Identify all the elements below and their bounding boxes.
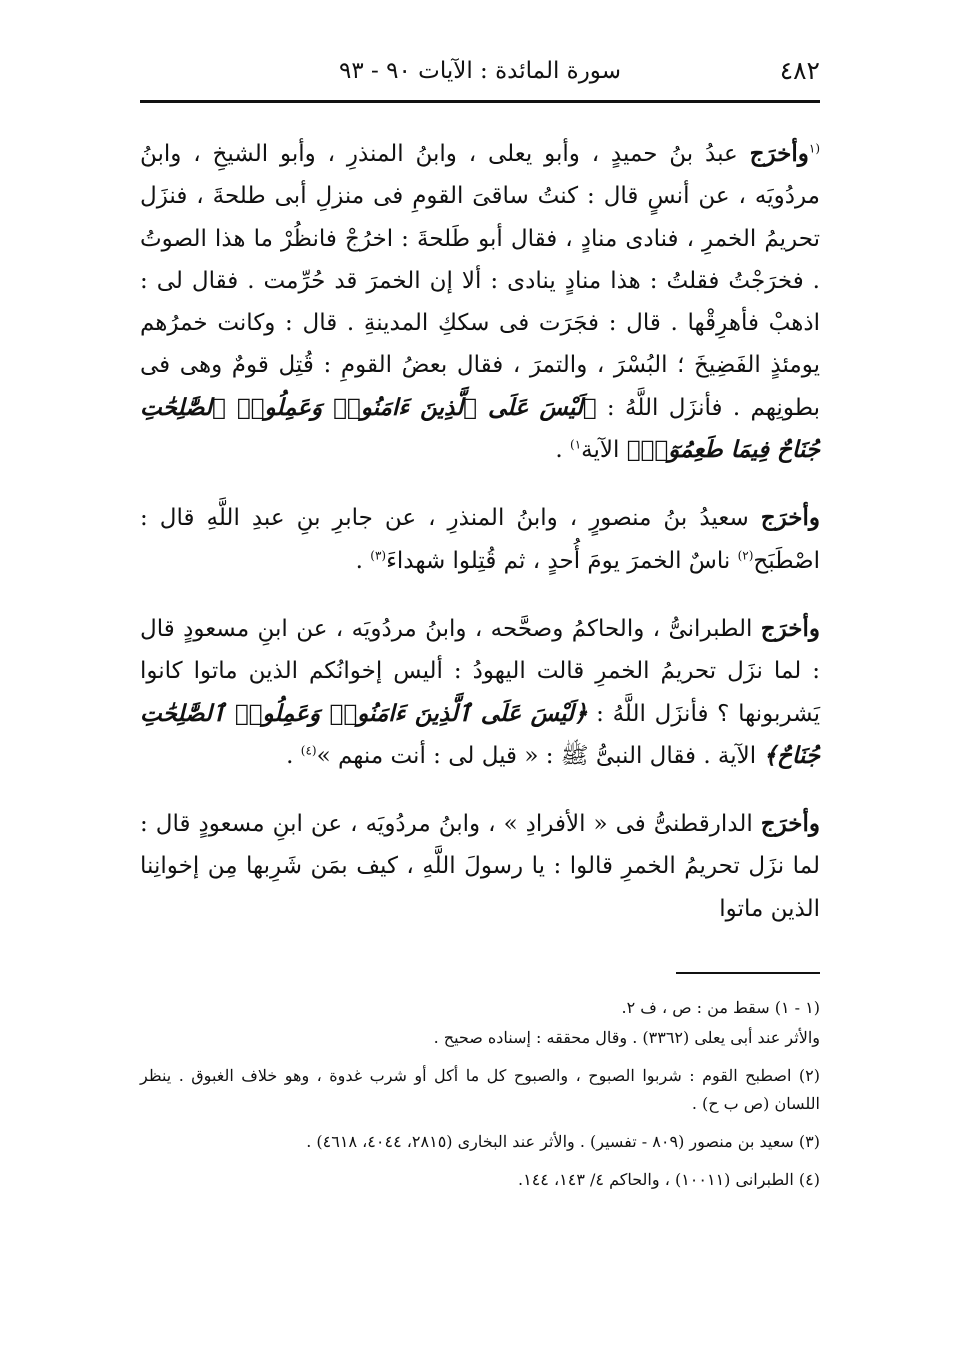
paragraph-text: الآية . فقال النبىُّ ﷺ : « قيل لى : أنت منهم »: [316, 742, 764, 769]
paragraph-lead: وأخرَج: [749, 140, 809, 167]
paragraph-lead: وأخرَج: [760, 810, 820, 838]
quran-verse: ﴿لَيْسَ عَلَى ٱلَّذِينَ ءَامَنُوا۟ وَعَمِلُوا۟ ٱلصَّٰلِحَٰتِ جُنَاحٌ﴾: [140, 699, 820, 769]
footnote-ref: (١: [808, 141, 820, 156]
paragraph-text: الدارقطنىُّ فى « الأفرادِ » ، وابنُ مردُويَه ، عن ابنِ مسعودٍ قال : لما نزَل تحريمُ الخمرِ قالوا : يا رسولَ اللَّهِ ، كيف بمَن شَرِبها مِن إخوانِنا الذين ماتوا: [140, 811, 820, 922]
footnote-1-continued: والأثر عند أبى يعلى (٣٣٦٢) . وقال محققه : إسناده صحيح .: [433, 1028, 820, 1047]
paragraph-4: [140, 803, 820, 930]
page-header: [140, 52, 820, 92]
running-title: سورة المائدة : الآيات ٩٠ - ٩٣: [339, 58, 621, 84]
paragraph-text: ناسٌ الخمرَ يومَ أُحدٍ ، ثم قُتِلوا شهداءَ: [386, 547, 738, 574]
paragraph-1: [140, 133, 820, 471]
footnotes: [140, 994, 820, 1204]
footnote-divider: [676, 972, 820, 974]
paragraph-text: سعيدُ بنُ منصورٍ ، وابنُ المنذرِ ، عن جابرِ بنِ عبدِ اللَّهِ قال : اصْطَبَح: [140, 505, 820, 574]
footnote-ref: ١): [570, 437, 582, 452]
main-text: [140, 133, 820, 956]
paragraph-3: [140, 608, 820, 777]
paragraph-text: الطبرانىُّ ، والحاكمُ وصحَّحه ، وابنُ مردُويَه ، عن ابنِ مسعودٍ قال : لما نزَل تحريمُ الخمرِ قالت اليهودُ : أليس إخوانُكم الذين ماتوا كانوا يَشربونها ؟ فأنزَل اللَّهُ :: [140, 615, 820, 727]
paragraph-text: .: [286, 742, 301, 769]
footnote-ref: (٣): [370, 548, 387, 563]
paragraph-text: عبدُ بنُ حميدٍ ، وأبو يعلى ، وابنُ المنذرِ ، وأبو الشيخِ ، وابنُ مردُويَه ، عن أنسٍ قال : كنتُ ساقىَ القومِ فى منزلِ أبى طلحةَ ، فنزَل تحريمُ الخمرِ ، فنادى منادٍ ، فقال أبو طَلحةَ : اخرُجْ فانظُرْ ما هذا الصوتُ . فخرَجْتُ فقلتُ : هذا منادٍ ينادى : ألا إن الخمرَ قد حُرِّمت . فقال لى : اذهبْ فأهرِقْها . قال : فجَرَت فى سككِ المدينةِ . قال : وكانت خمرُهم يومئذٍ الفَضِيخَ ؛ البُسْرَ ، والتمرَ ، فقال بعضُ القومِ : قُتِل قومٌ وهى فى بطونِهم . فأنزَل اللَّهُ :: [140, 141, 820, 421]
header-divider: [140, 100, 820, 103]
paragraph-2: [140, 497, 820, 582]
paragraph-text: .: [555, 437, 571, 464]
paragraph-text: الآية: [581, 437, 627, 464]
page-number: ٤٨٢: [779, 56, 820, 85]
footnote-4: (٤) الطبرانى (١٠٠١١) ، والحاكم ٤/ ١٤٣، ١٤٤.: [518, 1170, 820, 1189]
paragraph-text: .: [355, 547, 371, 574]
footnote-ref: (٢): [737, 548, 754, 563]
quran-verse: ﴿لَيْسَ عَلَى ٱلَّذِينَ ءَامَنُوا۟ وَعَمِلُوا۟ ٱلصَّٰلِحَٰتِ جُنَاحٌ فِيمَا طَعِمُوٓا۟﴾: [140, 393, 820, 464]
footnote-ref: (٤): [300, 743, 317, 758]
paragraph-lead: وأخرَج: [760, 504, 820, 532]
footnote-2: (٢) اصطبح القوم : شربوا الصبوح ، والصبوح كل ما أكل أو شرب غدوة ، وهو خلاف الغبوق . ينظر اللسان (ص ب ح) .: [140, 1066, 821, 1113]
paragraph-lead: وأخرَج: [760, 614, 820, 642]
footnote-3: (٣) سعيد بن منصور (٨٠٩ - تفسير) . والأثر عند البخارى (٢٨١٥، ٤٠٤٤، ٤٦١٨) .: [306, 1132, 820, 1151]
footnote-1: (١ - ١) سقط من : ص ، ف ٢.: [621, 998, 820, 1017]
